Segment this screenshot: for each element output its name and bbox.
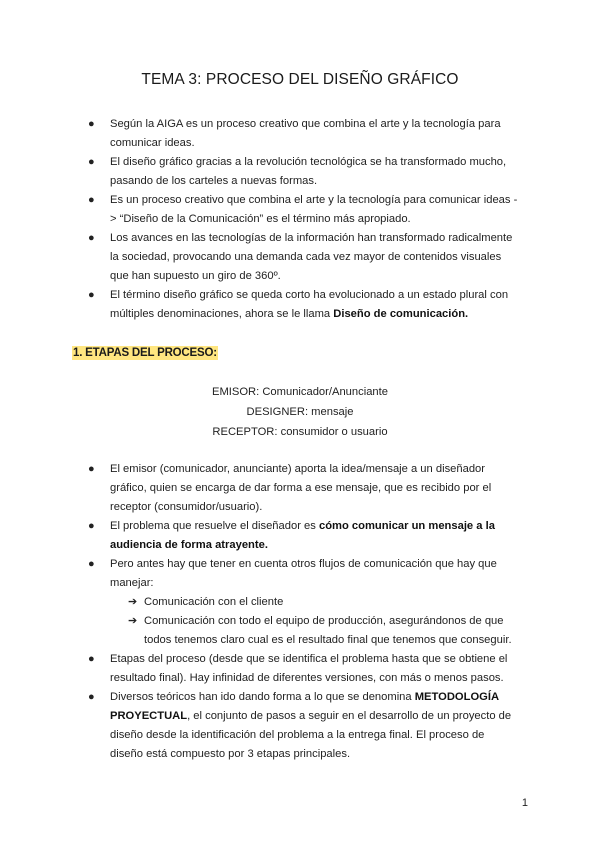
- role-line: EMISOR: Comunicador/Anunciante: [212, 386, 388, 398]
- arrow-icon: ➔: [128, 615, 138, 627]
- bullet-icon: ●: [88, 520, 95, 532]
- bold-term: cómo comunicar un mensaje a la audiencia de forma atrayente.: [110, 520, 495, 551]
- bold-term: Diseño de comunicación.: [333, 308, 469, 320]
- sub-list-item: ➔ Comunicación con el cliente: [110, 593, 520, 612]
- bullet-icon: ●: [88, 194, 95, 206]
- bullet-icon: ●: [88, 289, 95, 301]
- roles-block: [0, 382, 600, 442]
- bullet-icon: ●: [88, 463, 95, 475]
- role-line: DESIGNER: mensaje: [246, 406, 354, 418]
- bullet-icon: ●: [88, 118, 95, 130]
- bullet-icon: ●: [88, 691, 95, 703]
- sub-list-item: ➔ Comunicación con todo el equipo de producción, asegurándonos de que todos tenemos claro cual es el resultado final que tenemos que conseguir.: [110, 612, 520, 650]
- list-item: ● Etapas del proceso (desde que se identifica el problema hasta que se obtiene el resultado final). Hay infinidad de diferentes versiones, con más o menos pasos.: [0, 650, 600, 688]
- bullet-icon: ●: [88, 232, 95, 244]
- role-line: RECEPTOR: consumidor o usuario: [212, 426, 388, 438]
- list-item: ● Es un proceso creativo que combina el arte y la tecnología para comunicar ideas -> “Diseño de la Comunicación” es el término más apropiado.: [0, 191, 600, 229]
- bullet-icon: ●: [88, 156, 95, 168]
- bullet-icon: ●: [88, 558, 95, 570]
- sub-list: [110, 593, 520, 650]
- section-heading: 1. ETAPAS DEL PROCESO:: [73, 347, 217, 359]
- list-item: ● El término diseño gráfico se queda corto ha evolucionado a un estado plural con múltiples denominaciones, ahora se le llama Diseño de comunicación.: [0, 286, 600, 324]
- bullet-icon: ●: [88, 653, 95, 665]
- process-bullet-list: [0, 460, 600, 764]
- intro-bullet-list: [0, 115, 600, 324]
- arrow-icon: ➔: [128, 596, 138, 608]
- page-title: TEMA 3: PROCESO DEL DISEÑO GRÁFICO: [141, 71, 459, 88]
- list-item: ● Los avances en las tecnologías de la información han transformado radicalmente la sociedad, provocando una demanda cada vez mayor de contenidos visuales que han supuesto un giro de 360º.: [0, 229, 600, 286]
- list-item: ● Según la AIGA es un proceso creativo que combina el arte y la tecnología para comunicar ideas.: [0, 115, 600, 153]
- page-number: 1: [521, 797, 528, 809]
- list-item: ● El diseño gráfico gracias a la revolución tecnológica se ha transformado mucho, pasando de los carteles a nuevas formas.: [0, 153, 600, 191]
- list-item: ● El problema que resuelve el diseñador es cómo comunicar un mensaje a la audiencia de forma atrayente.: [0, 517, 600, 555]
- list-item: ● Pero antes hay que tener en cuenta otros flujos de comunicación que hay que manejar: ➔ Comunicación con el cliente ➔ Comunicación con todo el equipo de producción, asegurándonos de que todos tenemos claro cual es el resultado final que tenemos que conseguir.: [0, 555, 600, 650]
- list-item: ● Diversos teóricos han ido dando forma a lo que se denomina METODOLOGÍA PROYECTUAL, el conjunto de pasos a seguir en el desarrollo de un proyecto de diseño desde la identificación del problema a la entrega final. El proceso de diseño está compuesto por 3 etapas principales.: [0, 688, 600, 764]
- list-item: ● El emisor (comunicador, anunciante) aporta la idea/mensaje a un diseñador gráfico, quien se encarga de dar forma a ese mensaje, que es recibido por el receptor (consumidor/usuario).: [0, 460, 600, 517]
- bold-term: METODOLOGÍA PROYECTUAL: [110, 691, 499, 722]
